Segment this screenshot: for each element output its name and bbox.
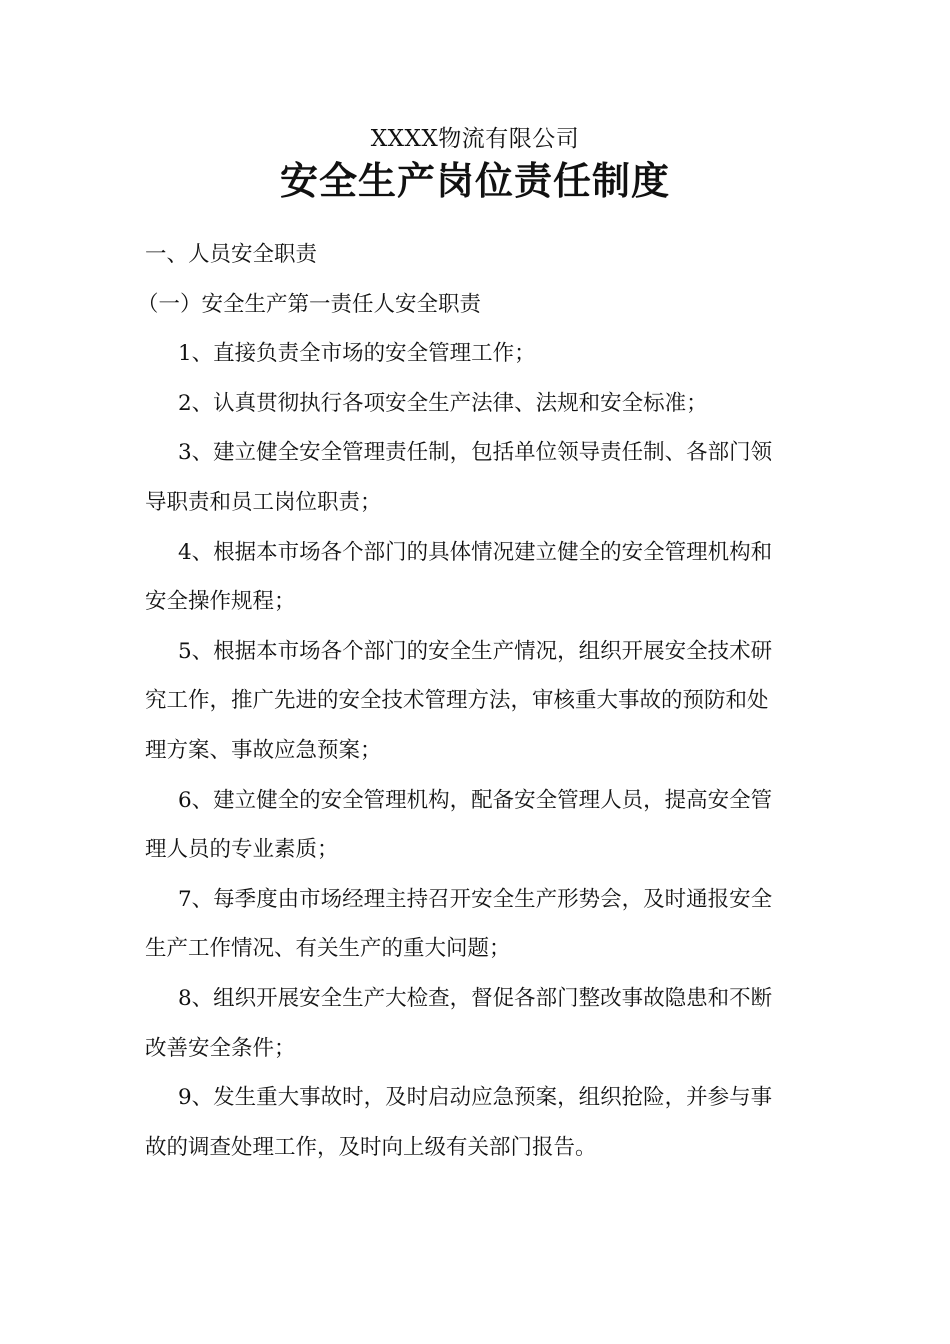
item-line: 9、发生重大事故时，及时启动应急预案，组织抢险，并参与事 <box>178 1085 773 1111</box>
item-line: 理人员的专业素质； <box>145 837 339 863</box>
item-line: 7、每季度由市场经理主持召开安全生产形势会，及时通报安全 <box>178 886 773 912</box>
item-line: 安全操作规程； <box>145 589 296 615</box>
document-body <box>137 230 795 1172</box>
item-line: 故的调查处理工作，及时向上级有关部门报告。 <box>145 1134 597 1160</box>
item-9 <box>145 1073 795 1172</box>
item-1 <box>145 329 795 379</box>
item-3 <box>145 428 795 527</box>
item-line: 生产工作情况、有关生产的重大问题； <box>145 936 511 962</box>
item-2 <box>145 379 795 429</box>
section-heading: 一、人员安全职责 <box>145 242 318 267</box>
item-5 <box>145 627 795 776</box>
item-line: 导职责和员工岗位职责； <box>145 489 382 515</box>
item-line: 1、直接负责全市场的安全管理工作； <box>178 341 536 367</box>
item-line: 4、根据本市场各个部门的具体情况建立健全的安全管理机构和 <box>178 539 773 565</box>
item-line: 6、建立健全的安全管理机构，配备安全管理人员，提高安全管 <box>178 787 773 813</box>
item-line: 究工作，推广先进的安全技术管理方法，审核重大事故的预防和处 <box>145 688 769 714</box>
item-7 <box>145 875 795 974</box>
document-title: 安全生产岗位责任制度 <box>279 158 670 203</box>
item-line: 8、组织开展安全生产大检查，督促各部门整改事故隐患和不断 <box>178 985 773 1011</box>
company-name: XXXX物流有限公司 <box>370 126 580 152</box>
item-4 <box>145 528 795 627</box>
subsection-heading: （一）安全生产第一责任人安全职责 <box>137 291 482 317</box>
item-line: 改善安全条件； <box>145 1035 296 1061</box>
item-line: 理方案、事故应急预案； <box>145 737 382 763</box>
item-line: 5、根据本市场各个部门的安全生产情况，组织开展安全技术研 <box>178 638 773 664</box>
item-8 <box>145 974 795 1073</box>
item-line: 2、认真贯彻执行各项安全生产法律、法规和安全标准； <box>178 390 708 416</box>
item-6 <box>145 776 795 875</box>
item-line: 3、建立健全安全管理责任制，包括单位领导责任制、各部门领 <box>178 440 773 466</box>
